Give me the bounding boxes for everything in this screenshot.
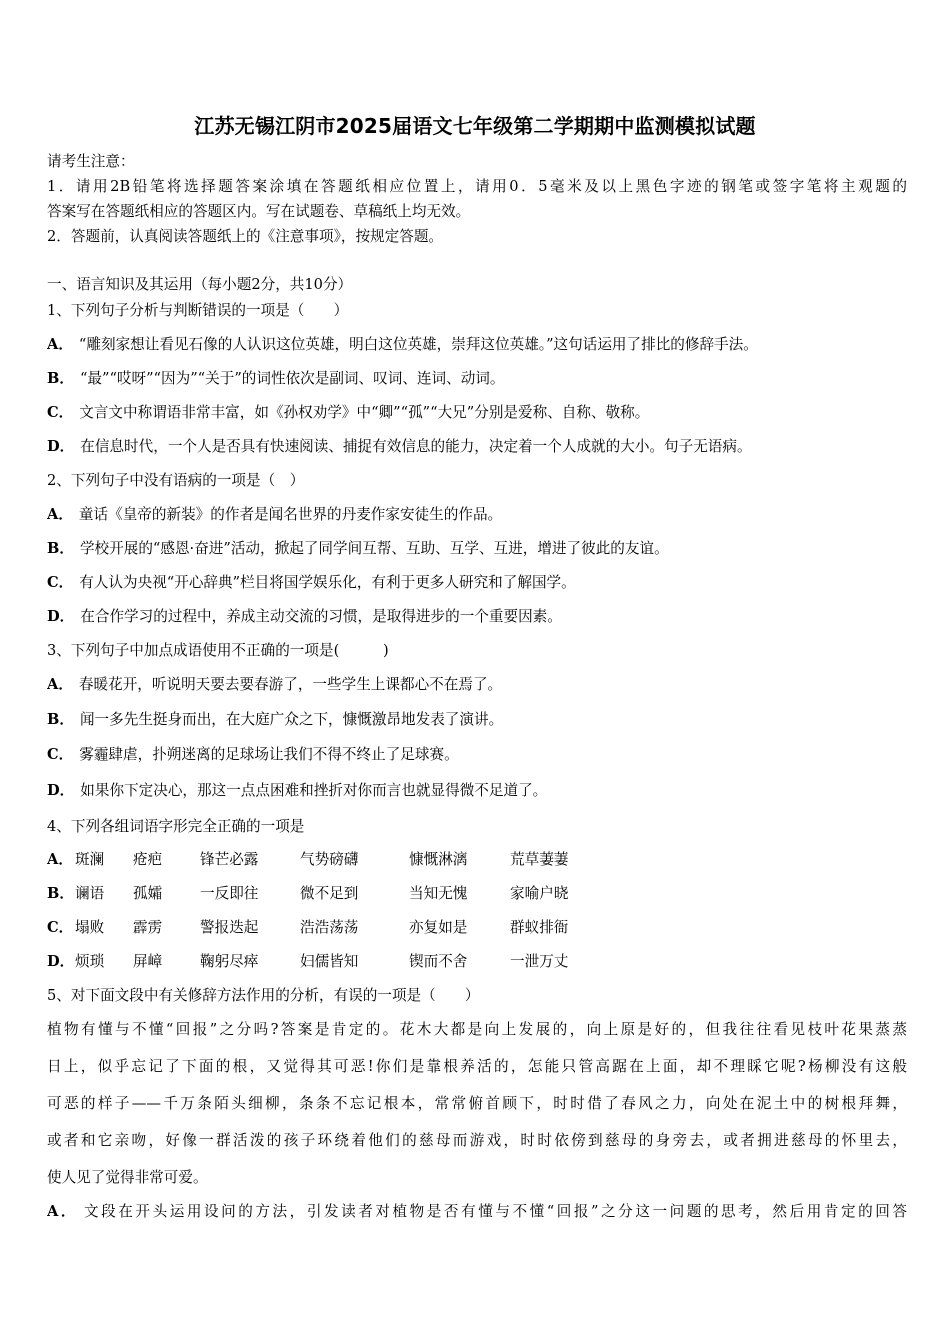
word: 烦琐 [75, 953, 105, 970]
word: 斑澜 [75, 851, 105, 868]
word: 微不足到 [300, 885, 359, 902]
word: 慷慨淋漓 [409, 851, 468, 868]
question-5-option-a [47, 1202, 907, 1222]
question-1-option-a [47, 335, 907, 355]
word: 一泄万丈 [510, 953, 569, 970]
word: 警报迭起 [200, 919, 259, 936]
option-label: D． [47, 953, 75, 970]
notice-heading: 请考生注意： [47, 153, 135, 170]
option-text: 文段在开头运用设问的方法，引发读者对植物是否有懂与不懂“回报”之分这一问题的思考，然后用肯定的回答 [84, 1203, 907, 1220]
question-2-stem: 2、下列句子中没有语病的一项是（ ） [47, 472, 305, 489]
question-1-option-c [47, 403, 907, 423]
option-label: A． [47, 336, 73, 353]
option-label: D． [47, 438, 75, 455]
word: 亦复如是 [409, 919, 468, 936]
word: 锋芒必露 [200, 851, 259, 868]
passage-line: 植物有懂与不懂“回报”之分吗?答案是肯定的。花木大都是向上发展的，向上原是好的，但我往往看见枝叶花果蒸蒸 [47, 1021, 907, 1038]
option-text: 闻一多先生挺身而出，在大庭广众之下，慷慨激昂地发表了演讲。 [79, 711, 504, 728]
notice-item-1-line-1: 1．请用2B铅笔将选择题答案涂填在答题纸相应位置上，请用0．5毫米及以上黑色字迹的钢笔或签字笔将主观题的 [47, 178, 907, 195]
word: 屏嶂 [133, 953, 163, 970]
question-1-option-b [47, 369, 907, 389]
word: 群蚁排衙 [510, 919, 569, 936]
question-3-option-c [47, 745, 907, 765]
option-label: D． [47, 608, 75, 625]
option-label: C． [47, 574, 74, 591]
option-text: “雕刻家想让看见石像的人认识这位英雄，明白这位英雄，崇拜这位英雄。”这句话运用了排比的修辞手法。 [78, 336, 758, 353]
word: 谰语 [75, 885, 105, 902]
option-text: 春暖花开，听说明天要去要春游了，一些学生上课都心不在焉了。 [78, 676, 503, 693]
question-2-option-d [47, 607, 907, 627]
question-3-option-a [47, 675, 907, 695]
option-text: “最”“哎呀”“因为”“关于”的词性依次是副词、叹词、连词、动词。 [79, 370, 505, 387]
passage-line: 使人见了觉得非常可爱。 [47, 1169, 208, 1186]
passage-line: 日上，似乎忘记了下面的根，又觉得其可恶!你们是靠根养活的，怎能只管高踞在上面，却不理睬它呢?杨柳没有这般 [47, 1058, 907, 1075]
question-4-stem: 4、下列各组词语字形完全正确的一项是 [47, 818, 305, 835]
question-1-stem: 1、下列句子分析与判断错误的一项是（ ） [47, 302, 349, 319]
word: 浩浩荡荡 [300, 919, 359, 936]
option-text: 在信息时代，一个人是否具有快速阅读、捕捉有效信息的能力，决定着一个人成就的大小。句子无语病。 [80, 438, 752, 455]
option-text: 雾霾肆虐，扑朔迷离的足球场让我们不得不终止了足球赛。 [79, 746, 459, 763]
option-label: C． [47, 919, 74, 936]
word: 锲而不舍 [409, 953, 468, 970]
option-text: 文言文中称谓语非常丰富，如《孙权劝学》中“卿”“孤”“大兄”分别是爱称、自称、敬称。 [79, 404, 650, 421]
question-2-option-b [47, 539, 907, 559]
option-label: B． [47, 711, 74, 728]
option-label: B． [47, 885, 74, 902]
option-label: C． [47, 746, 74, 763]
word: 当知无愧 [409, 885, 468, 902]
word: 妇儒皆知 [300, 953, 359, 970]
word: 荒草萋萋 [510, 851, 569, 868]
question-3-option-b [47, 710, 907, 730]
question-2-option-c [47, 573, 907, 593]
word: 一反即往 [200, 885, 259, 902]
word: 气势磅礴 [300, 851, 359, 868]
option-text: 在合作学习的过程中，养成主动交流的习惯，是取得进步的一个重要因素。 [80, 608, 562, 625]
passage-line: 或者和它亲吻，好像一群活泼的孩子环绕着他们的慈母而游戏，时时依傍到慈母的身旁去，或者拥进慈母的怀里去， [47, 1132, 907, 1149]
question-5-stem: 5、对下面文段中有关修辞方法作用的分析，有误的一项是（ ） [47, 987, 480, 1004]
option-label: D． [47, 782, 75, 799]
notice-item-2: 2．答题前，认真阅读答题纸上的《注意事项》，按规定答题。 [47, 228, 444, 245]
question-1-option-d [47, 437, 907, 457]
option-text: 如果你下定决心，那这一点点困难和挫折对你而言也就显得微不足道了。 [80, 782, 548, 799]
word: 家喻户晓 [510, 885, 569, 902]
word: 疮疤 [133, 851, 163, 868]
option-text: 童话《皇帝的新装》的作者是闻名世界的丹麦作家安徒生的作品。 [78, 506, 503, 523]
word: 塌败 [75, 919, 105, 936]
option-label: A． [47, 851, 73, 868]
question-3-stem: 3、下列句子中加点成语使用不正确的一项是( ) [47, 642, 389, 659]
word: 鞠躬尽瘁 [200, 953, 259, 970]
notice-item-1-line-2: 答案写在答题纸相应的答题区内。写在试题卷、草稿纸上均无效。 [47, 203, 471, 220]
passage-line: 可恶的样子——千万条陌头细柳，条条不忘记根本，常常俯首顾下，时时借了春风之力，向处在泥土中的树根拜舞， [47, 1095, 907, 1112]
question-2-option-a [47, 505, 907, 525]
option-label: B． [47, 540, 74, 557]
option-label: C． [47, 404, 74, 421]
section-heading: 一、语言知识及其运用（每小题2分，共10分） [47, 276, 353, 293]
option-text: 学校开展的“感恩·奋进”活动，掀起了同学间互帮、互助、互学、互进，增进了彼此的友谊。 [79, 540, 669, 557]
option-label: A． [47, 1203, 79, 1220]
document-title: 江苏无锡江阴市2025届语文七年级第二学期期中监测模拟试题 [194, 114, 756, 138]
question-3-option-d [47, 781, 907, 801]
option-label: A． [47, 676, 73, 693]
option-label: B． [47, 370, 74, 387]
word: 孤孀 [133, 885, 163, 902]
option-label: A． [47, 506, 73, 523]
option-text: 有人认为央视“开心辞典”栏目将国学娱乐化，有利于更多人研究和了解国学。 [79, 574, 576, 591]
word: 霹雳 [133, 919, 163, 936]
